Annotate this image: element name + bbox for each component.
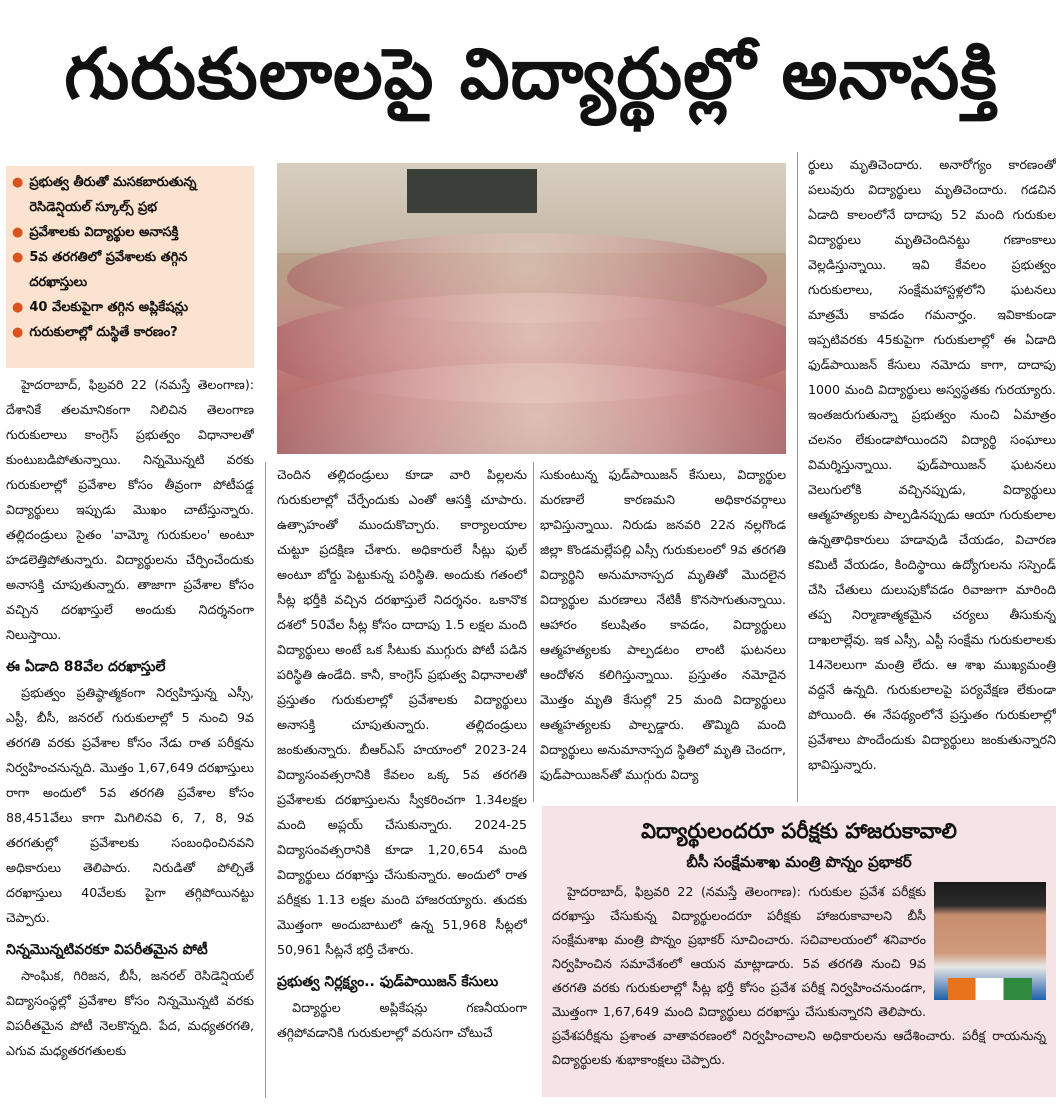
subheading: ఈ ఏడాది 88వేల దరఖాస్తులే xyxy=(6,659,166,675)
bullet-icon: ● xyxy=(12,325,24,340)
article-column-4 xyxy=(808,152,1056,800)
minister-portrait xyxy=(934,882,1046,1000)
paragraph: విద్యార్థుల అప్లికేషన్లు గణనీయంగా తగ్గిపోవడానికి గురుకులాల్లో వరుసగా చోటుచే xyxy=(277,1000,527,1040)
bullet-icon: ● xyxy=(12,225,24,240)
box-title: విద్యార్థులందరూ పరీక్షకు హాజరుకావాలి xyxy=(641,819,957,843)
box-subtitle: బీసీ సంక్షేమశాఖ మంత్రి పొన్నం ప్రభాకర్ xyxy=(686,853,912,871)
column-divider xyxy=(265,462,266,1098)
paragraph: సాంఘిక, గిరిజన, బీసీ, జనరల్ రెసిడెన్షియల్ విద్యాసంస్థల్లో ప్రవేశాల కోసం నిన్నమొన్నటి వరకు విపరీతమైన పోటీ నెలకొన్నది. పేద, మధ్యతరగతి, ఎగువ మధ్యతరగతులకు xyxy=(6,968,254,1058)
minister-statement-box xyxy=(542,806,1056,1097)
highlight-item: ● 5వ తరగతిలో ప్రవేశాలకు తగ్గిన దరఖాస్తులు xyxy=(12,245,248,295)
highlight-item: ● 40 వేలకుపైగా తగ్గిన అప్లికేషన్లు xyxy=(12,295,248,320)
highlight-item: ● గురుకులాల్లో దుస్థితే కారణం? xyxy=(12,320,248,345)
paragraph: హైదరాబాద్, ఫిబ్రవరి 22 (నమస్తే తెలంగాణ): గురుకుల ప్రవేశ పరీక్షకు దరఖాస్తు చేసుకున్న విద్యార్థులందరూ పరీక్షకు హాజరుకావాలని బీసీ సంక్షేమశాఖ మంత్రి పొన్నం ప్రభాకర్ సూచించారు. సచివాలయంలో శనివారం నిర్వహించిన సమావేశంలో ఆయన మాట్లాడారు. 5వ తరగతి నుంచి 9వ తరగతి వరకు గురుకులాల్లో సీట్ల భర్తీ కోసం ప్రవేశ పరీక్ష నిర్వహించనుండగా, మొత్తంగా 1,67,649 మంది విద్యార్థులు దరఖాస్తు చేసుకున్నారని తెలిపారు. ప్రవేశపరీక్షను ప్రశాంత వాతావరణంలో నిర్వహించాలని అధికారులను ఆదేశించారు. పరీక్ష రాయనున్న విద్యార్థులకు శుభాకాంక్షలు చెప్పారు. xyxy=(552,884,1046,1067)
paragraph: చెందిన తల్లిదండ్రులు కూడా వారి పిల్లలను గురుకులాల్లో చేర్పేందుకు ఎంతో ఆసక్తి చూపారు. ఉత్సాహంతో ముందుకొచ్చారు. కార్యాలయాల చుట్టూ ప్రదక్షిణ చేశారు. అధికారులే సీట్లు ఫుల్ అంటూ బోర్డు పెట్టుకున్న పరిస్థితి. అందుకు గతంలో సీట్ల భర్తీకి వచ్చిన దరఖాస్తులే నిదర్శనం. ఒకానొక దశలో 50వేల సీట్ల కోసం దాదాపు 1.5 లక్షల మంది విద్యార్థులు అంటే ఒక సీటుకు ముగ్గురు పోటీ పడిన పరిస్థితి ఉండేది. కానీ, కాంగ్రెస్ ప్రభుత్వ విధానాలతో ప్రస్తుతం గురుకులాల్లో ప్రవేశాలకు విద్యార్థులు అనాసక్తి చూపుతున్నారు. తల్లిదండ్రులు జంకుతున్నారు. బీఆర్ఎస్ హయాంలో 2023-24 విద్యాసంవత్సరానికి కేవలం ఒక్క 5వ తరగతి ప్రవేశాలకు దరఖాస్తులను స్వీకరించగా 1.34లక్షల మంది అప్లయ్ చేసుకున్నారు. 2024-25 విద్యాసంవత్సరానికి కూడా 1,20,654 మంది విద్యార్థులు దరఖాస్తు చేసుకున్నారు. అందులో రాత పరీక్షకు 1.13 లక్షల మంది హాజరయ్యారు. తుదకు మొత్తంగా అందుబాటులో ఉన్న 51,968 సీట్లలో 50,961 సీట్లనే భర్తీ చేశారు. xyxy=(277,467,527,957)
subheading: ప్రభుత్వ నిర్లక్ష్యం.. ఫుడ్‌పాయిజన్ కేసులు xyxy=(277,974,499,990)
highlights-box xyxy=(6,166,254,368)
paragraph: ర్థులు మృతిచెందారు. అనారోగ్యం కారణంతో పలువురు విద్యార్థులు మృతిచెందారు. గడచిన ఏడాది కాలంలోనే దాదాపు 52 మంది గురుకుల విద్యార్థులు మృతిచెందినట్టు గణాంకాలు వెల్లడిస్తున్నాయి. ఇవి కేవలం ప్రభుత్వం గురుకులాలు, సంక్షేమహాస్టళ్లలోని ఘటనలు మాత్రమే కావడం గమనార్హం. ఇవికాకుండా ఇప్పటివరకు 45కుపైగా గురుకులాల్లో ఈ ఏడాది ఫుడ్‌పాయిజన్ కేసులు నమోదు కాగా, దాదాపు 1000 మంది విద్యార్థులు అస్వస్థతకు గురయ్యారు. ఇంతజరుగుతున్నా ప్రభుత్వం నుంచి ఏమాత్రం చలనం లేకుండాపోయిందని విద్యార్థి సంఘాలు విమర్శిస్తున్నాయి. ఫుడ్‌పాయిజన్ ఘటనలు వెలుగులోకి వచ్చినప్పుడు, విద్యార్థులు ఆత్మహత్యలకు పాల్పడినప్పుడు ఆయా గురుకులాల ఉన్నతాధికారులు హడావుడి చేయడం, విచారణ కమిటీ వేయడం, కిందిస్థాయి ఉద్యోగులను సస్పెండ్ చేసి చేతులు దులుపుకోవడం రివాజుగా మారింది తప్ప నిర్మాణాత్మకమైన చర్యలు తీసుకున్న దాఖలాల్లేవు. ఇక ఎస్సీ, ఎస్టీ సంక్షేమ గురుకులాలకు 14నెలలుగా మంత్రి లేదు. ఆ శాఖ ముఖ్యమంత్రి వద్దనే ఉన్నది. గురుకులాలపై పర్యవేక్షణ లేకుండా పోయింది. ఈ నేపథ్యంలోనే ప్రస్తుతం గురుకులాల్లో ప్రవేశాలు పొందేందుకు విద్యార్థులు జంకుతున్నారని భావిస్తున్నారు. xyxy=(808,157,1056,772)
column-divider xyxy=(797,152,798,802)
blackboard-shape xyxy=(407,169,537,213)
bullet-icon: ● xyxy=(12,175,24,190)
bullet-icon: ● xyxy=(12,250,24,265)
highlight-item: ● ప్రవేశాలకు విద్యార్థుల అనాసక్తి xyxy=(12,220,248,245)
article-column-1 xyxy=(6,372,254,1100)
article-column-2 xyxy=(277,462,527,1100)
highlight-item: ● ప్రభుత్వ తీరుతో మసకబారుతున్న రెసిడెన్షియల్ స్కూల్స్ ప్రభ xyxy=(12,170,248,220)
classroom-photo xyxy=(277,163,786,454)
subheading: నిన్నమొన్నటివరకూ విపరీతమైన పోటీ xyxy=(6,942,208,958)
column-divider xyxy=(533,462,534,802)
article-column-3 xyxy=(540,462,786,798)
bullet-icon: ● xyxy=(12,300,24,315)
paragraph: సుకుంటున్న ఫుడ్‌పాయిజన్ కేసులు, విద్యార్థుల మరణాలే కారణమని అధికారవర్గాలు భావిస్తున్నాయి. నిరుడు జనవరి 22న నల్లగొండ జిల్లా కొండమల్లేపల్లి ఎస్సీ గురుకులంలో 9వ తరగతి విద్యార్థిని అనుమానాస్పద మృతితో మొదలైన విద్యార్థుల మరణాలు నేటికీ కొనసాగుతున్నాయి. ఆహారం కలుషితం కావడం, విద్యార్థులు ఆత్మహత్యలకు పాల్పడటం లాంటి ఘటనలు ఆందోళన కలిగిస్తున్నాయి. ప్రస్తుతం నమోదైన మొత్తం మృతి కేసుల్లో 25 మంది విద్యార్థులు ఆత్మహత్యలకు పాల్పడ్డారు. తొమ్మిది మంది విద్యార్థులు అనుమానాస్పద స్థితిలో మృతి చెందగా, ఫుడ్‌పాయిజన్‌తో ముగ్గురు విద్యా xyxy=(540,467,786,782)
paragraph: ప్రభుత్వం ప్రతిష్ఠాత్మకంగా నిర్వహిస్తున్న ఎస్సీ, ఎస్టీ, బీసీ, జనరల్ గురుకులాల్లో 5 నుంచి 9వ తరగతి వరకు ప్రవేశాల కోసం నేడు రాత పరీక్షను నిర్వహించనున్నది. మొత్తం 1,67,649 దరఖాస్తులు రాగా అందులో 5వ తరగతి ప్రవేశాల కోసం 88,451వేలు కాగా మిగిలినవి 6, 7, 8, 9వ తరగతుల్లో ప్రవేశాలకు సంబంధించినవని అధికారులు తెలిపారు. నిరుడితో పోల్చితే దరఖాస్తులు 40వేలకు పైగా తగ్గిపోయినట్టు చెప్పారు. xyxy=(6,685,254,925)
paragraph: హైదరాబాద్, ఫిబ్రవరి 22 (నమస్తే తెలంగాణ): దేశానికే తలమానికంగా నిలిచిన తెలంగాణ గురుకులాలు కాంగ్రెస్ ప్రభుత్వం విధానాలతో కుంటుబడిపోతున్నాయి. నిన్నమొన్నటి వరకు గురుకులాల్లో ప్రవేశాల కోసం తీవ్రంగా పోటీపడ్డ విద్యార్థులు ఇప్పుడు మొఖం చాటేస్తున్నారు. తల్లిదండ్రులు సైతం 'వామ్మో గురుకులం' అంటూ హడలెత్తిపోతున్నారు. విద్యార్థులను చేర్పించేందుకు అనాసక్తి చూపుతున్నారు. తాజాగా ప్రవేశాల కోసం వచ్చిన దరఖాస్తులే అందుకు నిదర్శనంగా నిలుస్తాయి. xyxy=(6,377,254,642)
headline: గురుకులాలపై విద్యార్థుల్లో అనాసక్తి xyxy=(64,33,998,115)
